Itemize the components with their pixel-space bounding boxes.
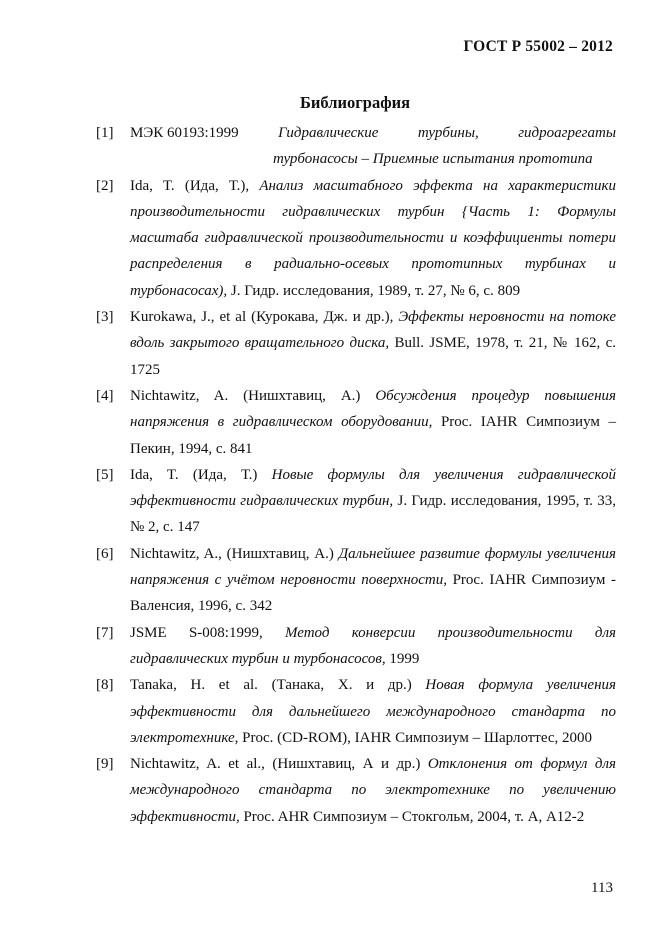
reference-entry [96, 620, 616, 673]
reference-body [130, 173, 616, 304]
reference-title: Обсуждения процедур повышения напряжения в гидравлическом оборудовании, [130, 387, 616, 431]
reference-number: [4] [96, 387, 114, 404]
reference-title: Анализ масштабного эффекта на характеристики производительности гидравлических турбин {Часть 1: Формулы масштаба гидравлической производительности и коэффициенты потери распределения в радиально-осевых прототипных турбинах и турбонасосах), [130, 177, 616, 299]
reference-body [130, 120, 616, 173]
reference-number: [1] [96, 125, 114, 141]
reference-body [130, 304, 616, 383]
reference-entry [96, 304, 616, 383]
reference-authors: Ida, T. (Ида, Т.), [130, 177, 260, 194]
reference-title-part: турбины, [417, 125, 479, 141]
reference-title-part: турбонасосы – Приемные испытания прототипа [273, 151, 593, 168]
reference-number: [2] [96, 177, 114, 194]
reference-authors: Tanaka, H. et al. (Танака, Х. и др.) [130, 677, 426, 694]
bibliography-title: Библиография [300, 93, 411, 112]
reference-body [130, 383, 616, 462]
reference-authors: Kurokawa, J., et al (Курокава, Дж. и др.), [130, 309, 399, 326]
reference-publication: Bull. JSME, 1978, т. 21, № 162, с. 1725 [130, 335, 616, 378]
reference-publication: Proc. IAHR Симпозиум – Пекин, 1994, с. 841 [130, 414, 616, 457]
reference-number: [3] [96, 309, 114, 326]
reference-body [130, 462, 616, 541]
reference-title: Дальнейшее развитие формулы увеличения напряжения с учётом неровности поверхности, [130, 545, 616, 589]
reference-entry [96, 541, 616, 620]
reference-publication: J. Гидр. исследования, 1989, т. 27, № 6, с. 809 [227, 282, 521, 299]
reference-publication: Proc. AHR Симпозиум – Стокгольм, 2004, т. А, А12-2 [239, 808, 585, 825]
reference-entry [96, 173, 616, 304]
reference-number: [6] [96, 545, 114, 562]
reference-authors: Nichtawitz, A. et al., (Нишхтавиц, А и др.) [130, 756, 428, 773]
bibliography-list [96, 120, 616, 830]
reference-body [130, 541, 616, 620]
reference-publication: Proc. (CD-ROM), IAHR Симпозиум – Шарлоттес, 2000 [238, 729, 593, 746]
reference-entry [96, 751, 616, 830]
reference-body [130, 751, 616, 830]
reference-title: Новая формула увеличения эффективности для дальнейшего международного стандарта по электротехнике, [130, 677, 616, 746]
reference-title-part: гидроагрегаты [518, 125, 616, 141]
reference-entry [96, 120, 616, 173]
reference-title-part: Гидравлические [278, 125, 379, 141]
reference-entry [96, 383, 616, 462]
reference-number: [7] [96, 624, 114, 641]
reference-publication: 1999 [385, 650, 420, 667]
reference-body [130, 672, 616, 751]
reference-entry [96, 462, 616, 541]
reference-title: Эффекты неровности на потоке вдоль закрытого вращательного диска, [130, 309, 616, 352]
reference-source: МЭК 60193:1999 [130, 125, 239, 141]
reference-authors: JSME S-008:1999, [130, 624, 285, 641]
page-number: 113 [591, 880, 613, 896]
reference-body [130, 620, 616, 673]
reference-publication: Proc. IAHR Симпозиум - Валенсия, 1996, с. 342 [130, 572, 616, 615]
reference-publication: J. Гидр. исследования, 1995, т. 33, № 2, с. 147 [130, 493, 616, 536]
reference-number: [5] [96, 466, 114, 483]
reference-authors: Nichtawitz, A., (Нишхтавиц, А.) [130, 545, 339, 562]
reference-number: [8] [96, 677, 114, 694]
document-header: ГОСТ Р 55002 – 2012 [463, 38, 613, 55]
reference-title: Метод конверсии производительности для гидравлических турбин и турбонасосов, [130, 624, 616, 667]
reference-entry [96, 672, 616, 751]
reference-authors: Ida, T. (Ида, Т.) [130, 466, 272, 483]
reference-title: Новые формулы для увеличения гидравлической эффективности гидравлических турбин, [130, 466, 616, 510]
reference-number: [9] [96, 756, 114, 773]
reference-title: Отклонения от формул для международного стандарта по электротехнике по увеличению эффективности, [130, 756, 617, 825]
reference-authors: Nichtawitz, A. (Нишхтавиц, А.) [130, 387, 376, 404]
